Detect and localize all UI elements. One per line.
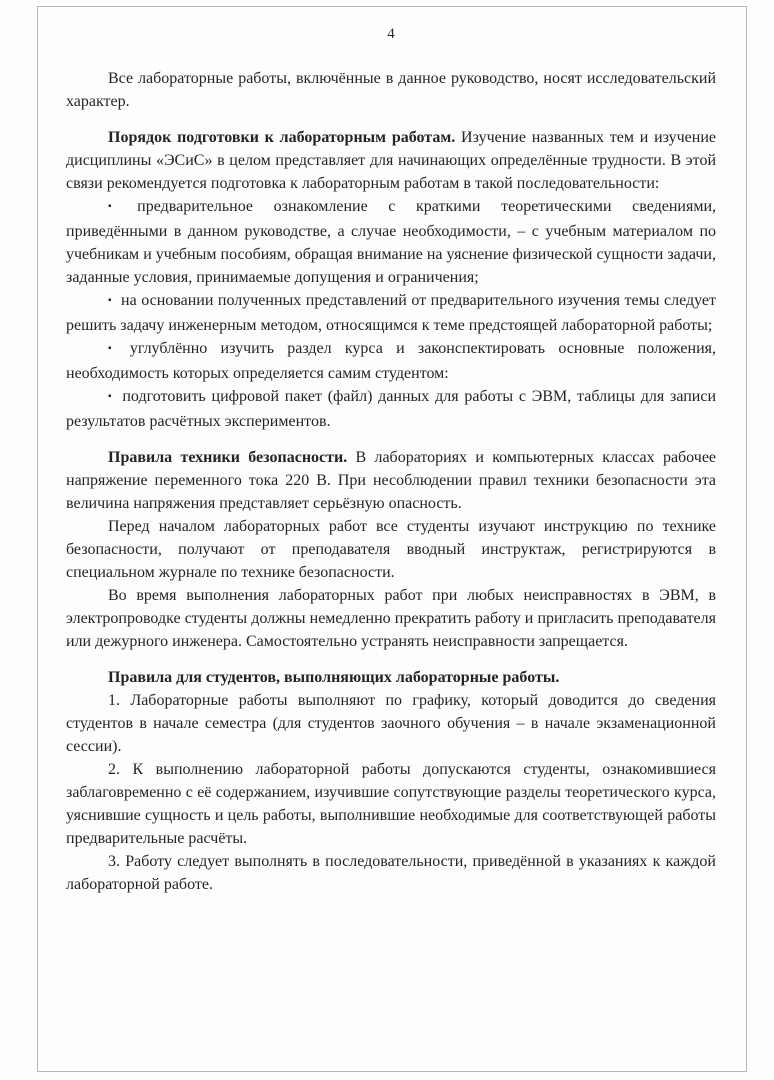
numbered-item: 1. Лабораторные работы выполняют по графику, который доводится до сведения студентов в начале семестра (для студентов заочного обучения – в начале экзаменационной сессии). (66, 692, 716, 755)
bullet-text: предварительное ознакомление с краткими теоретическими сведениями, приведёнными в данном руководстве, а случае необходимости, – с учебным материалом по учебникам и учебным пособиям, обращая внимание на уяснение физической сущности задачи, заданные условия, принимаемые допущения и ограничения; (66, 198, 717, 286)
preparation-text: Изучение названных тем и изучение дисциплины «ЭСиС» в целом представляет для начинающих определённые трудности. В этой связи рекомендуется подготовка к лабораторным работам в такой последовательности: (66, 129, 717, 192)
paragraph-safety (66, 446, 716, 515)
safety-text: В лабораториях и компьютерных классах рабочее напряжение переменного тока 220 В. При несоблюдении правил техники безопасности эта величина напряжения представляет серьёзную опасность. (66, 449, 717, 512)
preparation-heading: Порядок подготовки к лабораторным работам. (108, 129, 456, 146)
page-number: 4 (387, 26, 395, 42)
bullet-text: углублённо изучить раздел курса и законспектировать основные положения, необходимость которых определяется самим студентом: (66, 340, 716, 382)
bullet-item (66, 289, 716, 337)
bullet-text: подготовить цифровой пакет (файл) данных для работы с ЭВМ, таблицы для записи результатов расчётных экспериментов. (66, 388, 717, 430)
bullet-icon: ▪ (108, 343, 121, 354)
bullet-icon: ▪ (108, 201, 129, 212)
bullet-text: на основании полученных представлений от предварительного изучения темы следует решить задачу инженерным методом, относящимся к теме предстоящей лабораторной работы; (66, 292, 716, 334)
bullet-item (66, 385, 716, 433)
numbered-item: 3. Работу следует выполнять в последовательности, приведённой в указаниях к каждой лабораторной работе. (66, 853, 716, 893)
paragraph-intro: Все лабораторные работы, включённые в данное руководство, носят исследовательский характер. (66, 70, 716, 110)
paragraph-preparation (66, 126, 716, 195)
bullet-icon: ▪ (108, 295, 113, 306)
bullet-icon: ▪ (108, 391, 114, 402)
page (66, 26, 716, 896)
paragraph-safety-3: Во время выполнения лабораторных работ при любых неисправностях в ЭВМ, в электропроводке студенты должны немедленно прекратить работу и пригласить преподавателя или дежурного инженера. Самостоятельно устранять неисправности запрещается. (66, 587, 716, 650)
bullet-item (66, 195, 716, 289)
document-body (66, 67, 716, 896)
numbered-item: 2. К выполнению лабораторной работы допускаются студенты, ознакомившиеся заблаговременно с её содержанием, изучившие сопутствующие разделы теоретического курса, уяснившие сущность и цель работы, выполнившие необходимые для соответствующей работы предварительные расчёты. (66, 761, 716, 847)
safety-heading: Правила техники безопасности. (108, 449, 348, 466)
rules-heading: Правила для студентов, выполняющих лабораторные работы. (108, 669, 560, 686)
bullet-item (66, 337, 716, 385)
paragraph-safety-2: Перед началом лабораторных работ все студенты изучают инструкцию по технике безопасности, получают от преподавателя вводный инструктаж, регистрируются в специальном журнале по технике безопасности. (66, 518, 716, 581)
